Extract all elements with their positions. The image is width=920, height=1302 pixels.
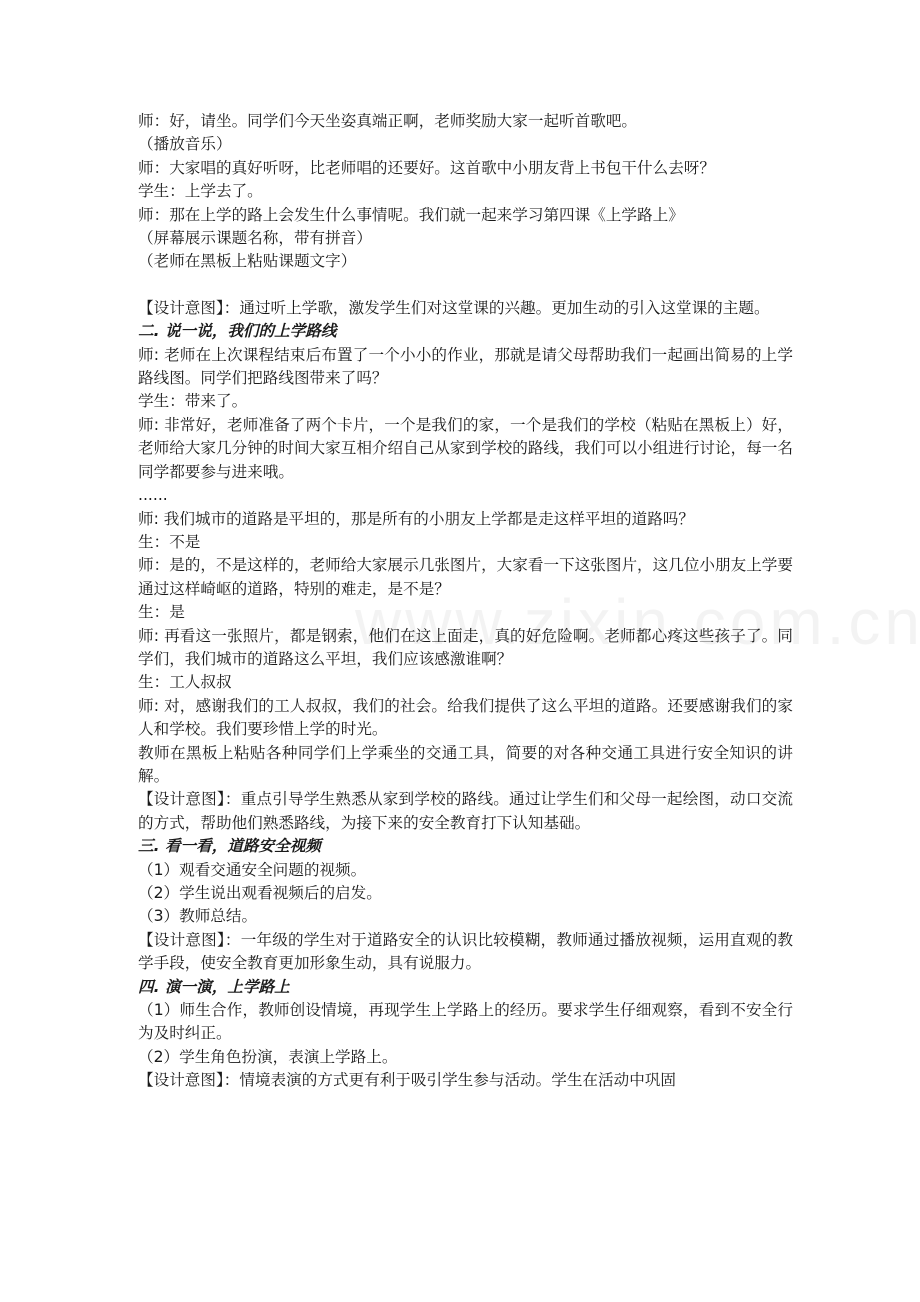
paragraph: （老师在黑板上粘贴课题文字） — [138, 252, 357, 271]
ellipsis-line: ...... — [138, 486, 168, 505]
section-heading: 二. 说一说，我们的上学路线 — [138, 322, 337, 341]
paragraph: 学生：上学去了。 — [138, 182, 263, 201]
blank-line — [138, 274, 793, 297]
paragraph: 师: 对，感谢我们的工人叔叔，我们的社会。给我们提供了这么平坦的道路。还要感谢我们的家人和学校。我们要珍惜上学的时光。 — [138, 696, 793, 739]
paragraph: （播放音乐） — [138, 135, 232, 154]
design-intent-paragraph: 【设计意图】：情境表演的方式更有利于吸引学生参与活动。学生在活动中巩固 — [138, 1071, 676, 1090]
paragraph: 生：是 — [138, 603, 185, 622]
design-intent-paragraph: 【设计意图】：通过听上学歌，激发学生们对这堂课的兴趣。更加生动的引入这堂课的主题。 — [138, 298, 770, 317]
paragraph: 学生：带来了。 — [138, 392, 248, 411]
paragraph: 师: 老师在上次课程结束后布置了一个小小的作业，那就是请父母帮助我们一起画出简易的上学路线图。同学们把路线图带来了吗？ — [138, 345, 793, 388]
list-item: （3）教师总结。 — [138, 907, 258, 926]
design-intent-paragraph: 【设计意图】：一年级的学生对于道路安全的认识比较模糊，教师通过播放视频，运用直观的教学手段，使安全教育更加形象生动，具有说服力。 — [138, 930, 793, 973]
paragraph: 生：不是 — [138, 532, 201, 551]
paragraph: 师: 我们城市的道路是平坦的，那是所有的小朋友上学都是走这样平坦的道路吗？ — [138, 509, 694, 528]
paragraph: 师: 非常好，老师准备了两个卡片，一个是我们的家，一个是我们的学校（粘贴在黑板上）好，老师给大家几分钟的时间大家互相介绍自己从家到学校的路线，我们可以小组进行讨论，每一名同学都要参与进来哦。 — [138, 415, 793, 481]
list-item: （1）观看交通安全问题的视频。 — [138, 860, 367, 879]
list-item: （2）学生角色扮演，表演上学路上。 — [138, 1047, 398, 1066]
document-body — [138, 110, 793, 1093]
paragraph: 师：好，请坐。同学们今天坐姿真端正啊，老师奖励大家一起听首歌吧。 — [138, 112, 638, 130]
section-heading: 三. 看一看，道路安全视频 — [138, 837, 321, 856]
paragraph: 教师在黑板上粘贴各种同学们上学乘坐的交通工具，简要的对各种交通工具进行安全知识的讲解。 — [138, 743, 793, 785]
paragraph: （屏幕展示课题名称，带有拼音） — [138, 229, 372, 248]
design-intent-paragraph: 【设计意图】：重点引导学生熟悉从家到学校的路线。通过让学生们和父母一起绘图，动口交流的方式，帮助他们熟悉路线，为接下来的安全教育打下认知基础。 — [138, 790, 793, 832]
paragraph: 生：工人叔叔 — [138, 673, 232, 692]
paragraph: 师：大家唱的真好听呀，比老师唱的还要好。这首歌中小朋友背上书包干什么去呀？ — [138, 158, 715, 177]
section-heading: 四. 演一演，上学路上 — [138, 977, 290, 996]
paragraph: 师：那在上学的路上会发生什么事情呢。我们就一起来学习第四课《上学路上》 — [138, 205, 684, 224]
list-item: （1）师生合作，教师创设情境，再现学生上学路上的经历。要求学生仔细观察，看到不安全行为及时纠正。 — [138, 1001, 793, 1043]
list-item: （2）学生说出观看视频后的启发。 — [138, 884, 382, 902]
paragraph: 师：是的，不是这样的，老师给大家展示几张图片，大家看一下这张图片，这几位小朋友上学要通过这样崎岖的道路，特别的难走，是不是？ — [138, 556, 793, 598]
paragraph: 师: 再看这一张照片，都是钢索，他们在这上面走，真的好危险啊。老师都心疼这些孩子了。同学们，我们城市的道路这么平坦，我们应该感激谁啊？ — [138, 626, 793, 668]
